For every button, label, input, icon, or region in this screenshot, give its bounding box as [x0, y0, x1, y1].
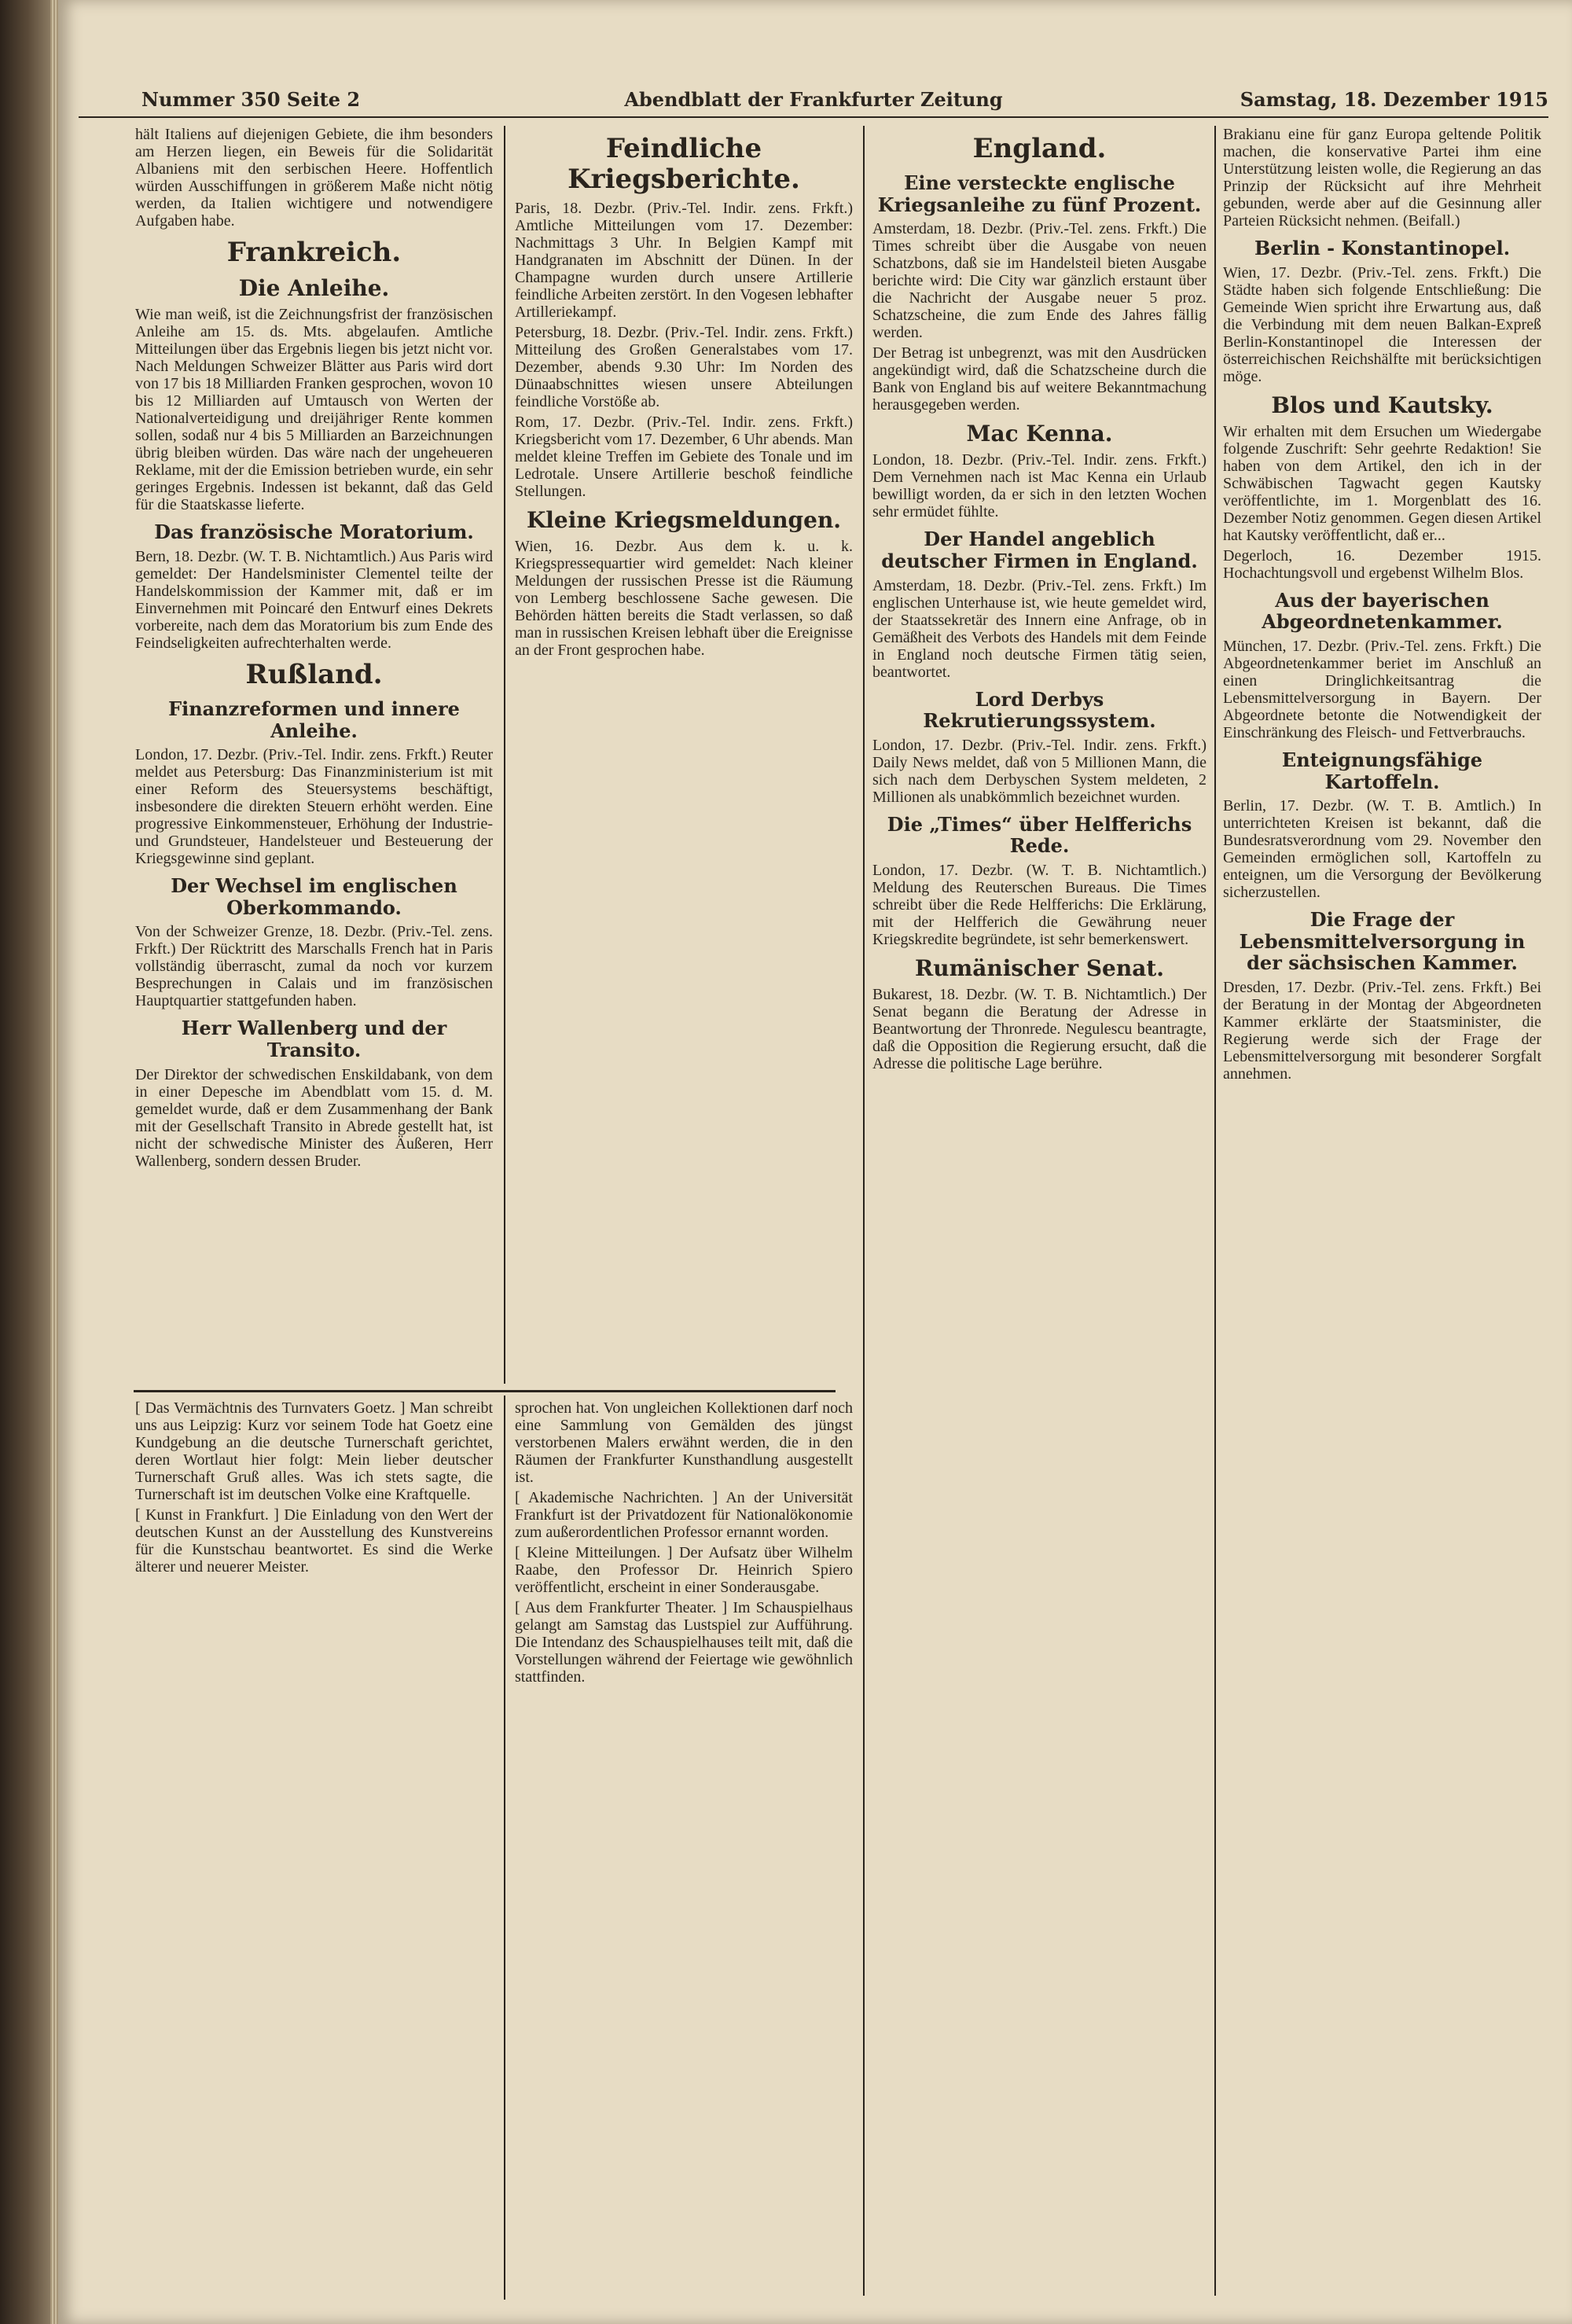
article-text: [ Akademische Nachrichten. ] An der Universität Frankfurt ist der Privatdozent für Nationalökonomie zum außerordentlichen Professor ernannt worden. — [515, 1489, 853, 1541]
article-text: [ Kleine Mitteilungen. ] Der Aufsatz über Wilhelm Raabe, den Professor Dr. Heinrich Spiero veröffentlicht, erscheint in einer Sonderausgabe. — [515, 1544, 853, 1596]
page-edges — [50, 0, 58, 2324]
column-rule — [863, 126, 865, 2296]
article-text: London, 17. Dezbr. (Priv.-Tel. Indir. zens. Frkft.) Daily News meldet, daß von 5 Millionen Mann, die sich nach dem Derbyschen System meldeten, 2 Millionen als unabkömmlich bezeichnet wurden. — [872, 736, 1207, 806]
header-masthead: Abendblatt der Frankfurter Zeitung — [624, 88, 1003, 111]
article-text: [ Aus dem Frankfurter Theater. ] Im Schauspielhaus gelangt am Samstag das Lustspiel zur Aufführung. Die Intendanz des Schauspielhauses teilt mit, daß die Vorstellungen während der Feiertage wie gewöhnlich stattfinden. — [515, 1599, 853, 1686]
feuilleton-column-left — [135, 1399, 493, 2296]
article-text: Bern, 18. Dezbr. (W. T. B. Nichtamtlich.) Aus Paris wird gemeldet: Der Handelsminister Clementel teilte der Handelskommission der Kammer mit, daß er im Einvernehmen mit Poincaré den Entwurf eines Dekrets vorbereite, nach dem das Moratorium bis zum Ende des Feindseligkeiten aufrechterhalten werde. — [135, 547, 493, 652]
article-headline: Rumänischer Senat. — [914, 955, 1165, 982]
column-4 — [1223, 126, 1541, 2296]
book-binding — [0, 0, 50, 2324]
article-text: Der Direktor der schwedischen Enskildabank, von dem in einer Depesche im Abendblatt vom 15. d. M. gemeldet wurde, daß er dem Zusammenhang der Bank mit der Gesellschaft Transito in Abrede gestellt hat, ist nicht der schwedische Minister des Äußeren, Herr Wallenberg, sondern dessen Bruder. — [135, 1065, 493, 1170]
header-date: Samstag, 18. Dezember 1915 — [1240, 88, 1548, 111]
article-text: London, 17. Dezbr. (W. T. B. Nichtamtlich.) Meldung des Reuterschen Bureaus. Die Times schreibt über die Rede Helfferichs: Die Erklärung, mit der Helfferich die Gewährung neuer Kriegskredite begründete, ist sehr bemerkenswert. — [872, 862, 1207, 949]
article-text: Wien, 16. Dezbr. Aus dem k. u. k. Kriegspressequartier wird gemeldet: Nach kleiner Meldungen der russischen Presse ist die Räumung von Lemberg beschlossene Sache gewesen. Die Behörden hätten bereits die Stadt verlassen, so daß man in russischen Kreisen lebhaft über die Ereignisse an der Front gesprochen habe. — [515, 538, 853, 660]
article-headline: Blos und Kautsky. — [1271, 392, 1493, 418]
article-headline: Lord Derbys Rekrutierungssystem. — [923, 687, 1156, 733]
article-text: Wir erhalten mit dem Ersuchen um Wiedergabe folgende Zuschrift: Sehr geehrte Redaktion! Sie haben von dem Artikel, den ich in der Schwäbischen Tagwacht gegen Kautsky veröffentlichte, im 1. Morgenblatt des 16. Dezember Notiz genommen. Gegen diesen Artikel hat Kautsky veröffentlicht, daß er... — [1223, 422, 1541, 544]
article-text: [ Das Vermächtnis des Turnvaters Goetz. ] Man schreibt uns aus Leipzig: Kurz vor seinem Tode hat Goetz eine Kundgebung an die deutsche Turnerschaft gerichtet, deren Wortlaut hier folgt: Mein lieber deutscher Turnerschaft Gruß alles. Was ich stets sagte, die Turnerschaft ist im deutschen Volke eine Kraftquelle. — [135, 1399, 493, 1503]
article-headline: Herr Wallenberg und der Transito. — [181, 1017, 447, 1061]
article-headline: Die „Times“ über Helfferichs Rede. — [887, 812, 1192, 858]
article-text: Petersburg, 18. Dezbr. (Priv.-Tel. Indir. zens. Frkft.) Mitteilung des Großen Generalstabes vom 17. Dezember, abends 9.30 Uhr: Im Norden des Dünaabschnittes wiesen unsere Abteilungen feindliche Vorstöße ab. — [515, 324, 853, 411]
article-text: [ Kunst in Frankfurt. ] Die Einladung von den Wert der deutschen Kunst an der Ausstellung des Kunstvereins für die Kunstschau beantwortet. Es sind die Werke älterer und neuerer Meister. — [135, 1506, 493, 1576]
article-headline: Der Handel angeblich deutscher Firmen in England. — [881, 528, 1198, 573]
header-page-number: Nummer 350 Seite 2 — [141, 88, 361, 111]
column-rule — [504, 1396, 505, 2300]
article-headline: Kleine Kriegsmeldungen. — [526, 507, 842, 534]
article-text: Paris, 18. Dezbr. (Priv.-Tel. Indir. zens. Frkft.) Amtliche Mitteilungen vom 17. Dezember: Nachmittags 3 Uhr. In Belgien Kampf mit Handgranaten im Abschnitt der Dünen. In der Champagne wurden durch unsere Artillerie feindliche Arbeiten zerstört. In den Vogesen lebhafter Artilleriekampf. — [515, 200, 853, 322]
article-headline: Finanzreformen und innere Anleihe. — [168, 697, 460, 742]
article-headline: Der Wechsel im englischen Oberkommando. — [171, 874, 457, 919]
article-headline: Rußland. — [245, 658, 383, 690]
article-headline: England. — [972, 133, 1107, 164]
column-2 — [515, 126, 853, 1384]
column-3 — [872, 126, 1207, 2296]
article-headline: Mac Kenna. — [966, 421, 1113, 447]
article-text: Wie man weiß, ist die Zeichnungsfrist der französischen Anleihe am 15. ds. Mts. abgelaufen. Amtliche Mitteilungen über das Ergebnis liegen bis jetzt nicht vor. Nach Meldungen Schweizer Blätter aus Paris wird dort von 17 bis 18 Milliarden Franken gesprochen, wovon 10 bis 12 Milliarden auf Umtausch von Werten der Nationalverteidigung und dreijähriger Rente kommen sollen, sodaß nur 4 bis 5 Milliarden an Barzeichnungen übrig bleiben würden. Das wäre nach der ungeheueren Reklame, mit der die Emission betrieben wurde, ein sehr geringes Ergebnis. Indessen ist bekannt, daß das Geld für die Staatskasse lieferte. — [135, 306, 493, 514]
article-text: Amsterdam, 18. Dezbr. (Priv.-Tel. zens. Frkft.) Die Times schreibt über die Ausgabe von neuen Schatzbons, daß sie im Handelsteil bieten Ausgabe berichte wird: Die City war gänzlich erstaunt über die Nachricht der Ausgabe neuer 5 proz. Schatzscheine, die zum Ende des Jahres fällig werden. — [872, 220, 1207, 342]
article-text: Wien, 17. Dezbr. (Priv.-Tel. zens. Frkft.) Die Städte haben sich folgende Entschließung: Die Gemeinde Wien spricht ihre Erwartung aus, daß die Verbindung mit dem neuen Balkan-Expreß Berlin-Konstantinopel die Interessen der österreichischen Reichshälfte mit berücksichtigen möge. — [1223, 263, 1541, 385]
page-header — [79, 85, 1548, 118]
article-text: Brakianu eine für ganz Europa geltende Politik machen, die konservative Partei ihm eine Unterstützung leisten wolle, die Regierung an das Prinzip der Rücksicht auf ihre Mehrheit gebunden, werde aber auf die Gesinnung aller Parteien Rücksicht nehmen. (Beifall.) — [1223, 126, 1541, 230]
article-text: Berlin, 17. Dezbr. (W. T. B. Amtlich.) In unterrichteten Kreisen ist bekannt, daß die Bundesratsverordnung vom 29. November den Gemeinden ermöglichen soll, Kartoffeln zu enteignen, um die Versorgung der Bevölkerung sicherzustellen. — [1223, 797, 1541, 902]
article-text: hält Italiens auf diejenigen Gebiete, die ihm besonders am Herzen liegen, ein Beweis für die Solidarität Albaniens mit den serbischen Heere. Hoffentlich würden Ausschiffungen in größerem Maße nicht nötig werden, da Italien wichtigere und notwendigere Aufgaben habe. — [135, 126, 493, 230]
article-text: Rom, 17. Dezbr. (Priv.-Tel. Indir. zens. Frkft.) Kriegsbericht vom 17. Dezember, 6 Uhr abends. Man meldet kleine Treffen im Gebiete des Tonale und im Ledrotale. Unsere Artillerie beschoß feindliche Stellungen. — [515, 414, 853, 501]
article-headline: Frankreich. — [226, 237, 402, 268]
article-text: sprochen hat. Von ungleichen Kollektionen darf noch eine Sammlung von Gemälden des jüngst verstorbenen Malers erwähnt werden, die in den Räumen der Frankfurter Kunsthandlung ausgestellt ist. — [515, 1399, 853, 1486]
article-text: München, 17. Dezbr. (Priv.-Tel. zens. Frkft.) Die Abgeordnetenkammer beriet im Anschluß an einen Dringlichkeitsantrag die Lebensmittelversorgung in Bayern. Der Abgeordnete betonte die Notwendigkeit der Einschränkung des Fleisch- und Fettverbrauchs. — [1223, 637, 1541, 741]
article-headline: Das französische Moratorium. — [154, 520, 474, 544]
article-text: Amsterdam, 18. Dezbr. (Priv.-Tel. zens. Frkft.) Im englischen Unterhause ist, wie heute gemeldet wird, der Staatssekretär des Innern eine Anfrage, ob in Gemäßheit des Verbots des Handels mit dem Feinde in England noch deutsche Firmen tätig seien, beantwortet. — [872, 576, 1207, 681]
article-headline: Berlin - Konstantinopel. — [1254, 237, 1511, 259]
article-text: Der Betrag ist unbegrenzt, was mit den Ausdrücken angekündigt wird, daß die Schatzscheine durch die Bank von England bis auf weitere Bekanntmachung herausgegeben werden. — [872, 344, 1207, 414]
article-headline: Feindliche Kriegsberichte. — [567, 133, 800, 196]
feuilleton-column-right — [515, 1399, 853, 2296]
article-text: Dresden, 17. Dezbr. (Priv.-Tel. zens. Frkft.) Bei der Beratung in der Montag der Abgeordneten Kammer erklärte der Staatsminister, die Regierung werde sich der Frage der Lebensmittelversorgung mit besonderer Sorgfalt annehmen. — [1223, 978, 1541, 1083]
article-headline: Eine versteckte englische Kriegsanleihe zu fünf Prozent. — [877, 171, 1202, 216]
column-rule — [1214, 126, 1216, 2296]
article-headline: Enteignungsfähige Kartoffeln. — [1281, 748, 1483, 793]
article-text: Degerloch, 16. Dezember 1915. Hochachtungsvoll und ergebenst Wilhelm Blos. — [1223, 546, 1541, 582]
article-text: Von der Schweizer Grenze, 18. Dezbr. (Priv.-Tel. zens. Frkft.) Der Rücktritt des Marschalls French hat in Paris vollständig überrascht, zumal da noch vor kurzem Besprechungen in Calais und im französischen Hauptquartier stattgefunden haben. — [135, 923, 493, 1010]
article-text: Bukarest, 18. Dezbr. (W. T. B. Nichtamtlich.) Der Senat begann die Beratung der Adresse in Beantwortung der Thronrede. Negulescu beantragte, daß die Opposition die Regierung ersucht, daß die Adresse die politische Lage berühre. — [872, 986, 1207, 1073]
article-headline: Aus der bayerischen Abgeordnetenkammer. — [1262, 588, 1503, 634]
column-1 — [135, 126, 493, 1384]
article-text: London, 17. Dezbr. (Priv.-Tel. Indir. zens. Frkft.) Reuter meldet aus Petersburg: Das Finanzministerium ist mit einer Reform des Steuersystems beschäftigt, insbesondere die direkten Steuern erhöht werden. Eine progressive Einkommensteuer, Erhöhung der Industrie- und Grundsteuer, Handelsteuer und Besteuerung der Kriegsgewinne sind geplant. — [135, 746, 493, 868]
column-rule — [504, 126, 505, 1384]
article-headline: Die Anleihe. — [238, 275, 390, 302]
article-text: London, 18. Dezbr. (Priv.-Tel. Indir. zens. Frkft.) Dem Vernehmen nach ist Mac Kenna ein Urlaub bewilligt worden, da er sich in den letzten Wochen sehr ermüdet fühlte. — [872, 451, 1207, 521]
feuilleton-rule — [134, 1390, 836, 1392]
article-headline: Die Frage der Lebensmittelversorgung in der sächsischen Kammer. — [1239, 908, 1526, 975]
